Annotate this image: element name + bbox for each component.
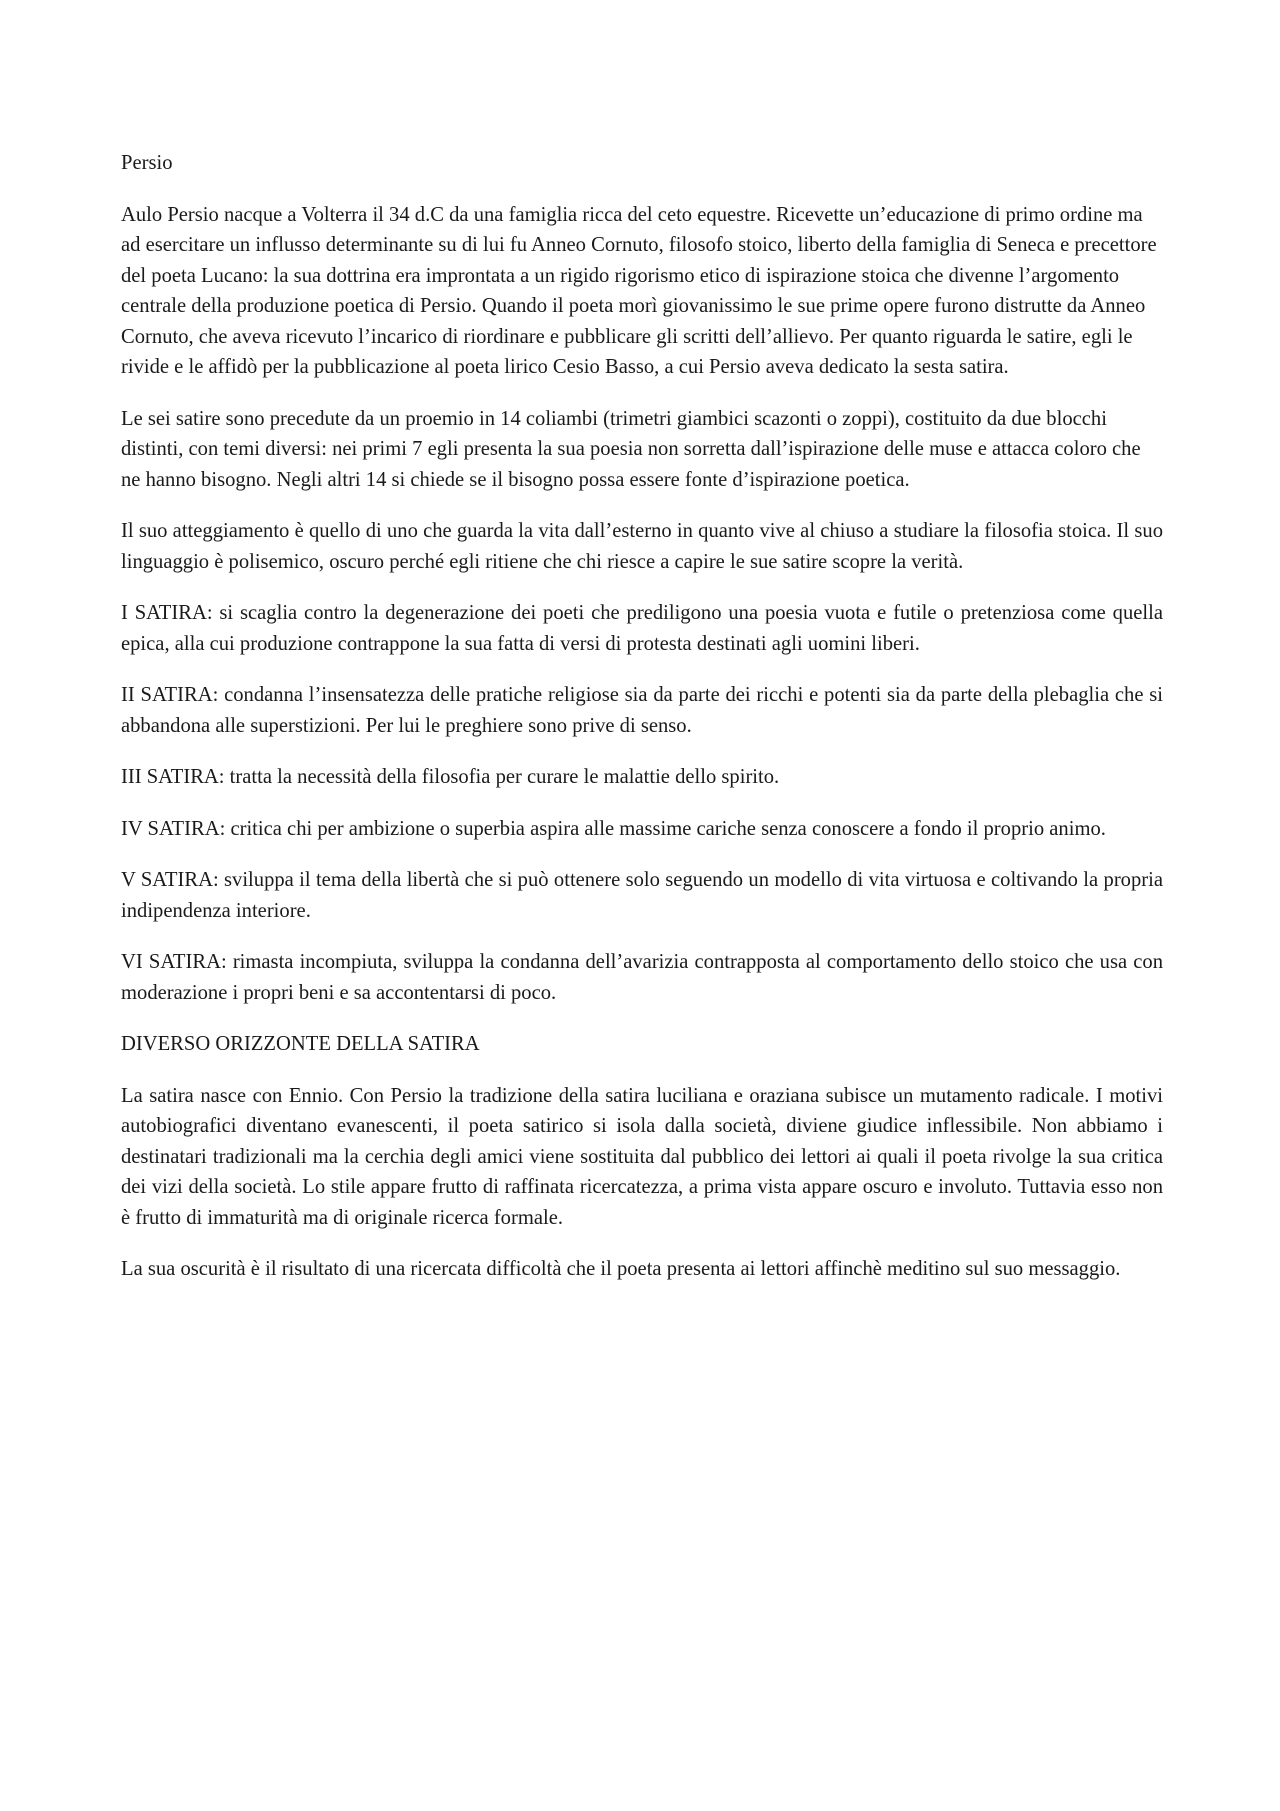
paragraph-atteggiamento: Il suo atteggiamento è quello di uno che guarda la vita dall’esterno in quanto vive al chiuso a studiare la filosofia stoica. Il suo linguaggio è polisemico, oscuro perché egli ritiene che chi riesce a capire le sue satire scopre la verità. [121,520,1163,573]
document-title: Persio [121,152,173,174]
paragraph-satira-4: IV SATIRA: critica chi per ambizione o superbia aspira alle massime cariche senza conoscere a fondo il proprio animo. [121,817,1106,840]
paragraph-satira-6: VI SATIRA: rimasta incompiuta, sviluppa la condanna dell’avarizia contrapposta al comportamento dello stoico che usa con moderazione i propri beni e sa accontentarsi di poco. [121,951,1163,1004]
section-heading-diverso-orizzonte: DIVERSO ORIZZONTE DELLA SATIRA [121,1033,480,1055]
paragraph-satira-3: III SATIRA: tratta la necessità della filosofia per curare le malattie dello spirito. [121,766,780,788]
paragraph-satira-2: II SATIRA: condanna l’insensatezza delle pratiche religiose sia da parte dei ricchi e potenti sia da parte della plebaglia che si abbandona alle superstizioni. Per lui le preghiere sono prive di senso. [121,684,1163,737]
paragraph-satira-5: V SATIRA: sviluppa il tema della libertà che si può ottenere solo seguendo un modello di vita virtuosa e coltivando la propria indipendenza interiore. [121,869,1163,922]
paragraph-biography: Aulo Persio nacque a Volterra il 34 d.C da una famiglia ricca del ceto equestre. Ricevette un’educazione di primo ordine ma ad esercitare un influsso determinante su di lui fu Anneo Cornuto, filosofo stoico, liberto della famiglia di Seneca e precettore del poeta Lucano: la sua dottrina era improntata a un rigido rigorismo etico di ispirazione stoica che divenne l’argomento centrale della produzione poetica di Persio. Quando il poeta morì giovanissimo le sue prime opere furono distrutte da Anneo Cornuto, che aveva ricevuto l’incarico di riordinare e pubblicare gli scritti dell’allievo. Per quanto riguarda le satire, egli le rivide e le affidò per la pubblicazione al poeta lirico Cesio Basso, a cui Persio aveva dedicato la sesta satira. [121,203,1157,378]
paragraph-proemio: Le sei satire sono precedute da un proemio in 14 coliambi (trimetri giambici scazonti o zoppi), costituito da due blocchi distinti, con temi diversi: nei primi 7 egli presenta la sua poesia non sorretta dall’ispirazione delle muse e attacca coloro che ne hanno bisogno. Negli altri 14 si chiede se il bisogno possa essere fonte d’ispirazione poetica. [121,407,1141,491]
document-body [121,148,1163,1306]
paragraph-satira-1: I SATIRA: si scaglia contro la degenerazione dei poeti che prediligono una poesia vuota e futile o pretenziosa come quella epica, alla cui produzione contrappone la sua fatta di versi di protesta destinati agli uomini liberi. [121,602,1163,655]
paragraph-oscurita: La sua oscurità è il risultato di una ricercata difficoltà che il poeta presenta ai lettori affinchè meditino sul suo messaggio. [121,1258,1121,1280]
paragraph-orizzonte: La satira nasce con Ennio. Con Persio la tradizione della satira luciliana e oraziana subisce un mutamento radicale. I motivi autobiografici diventano evanescenti, il poeta satirico si isola dalla società, diviene giudice inflessibile. Non abbiamo i destinatari tradizionali ma la cerchia degli amici viene sostituita dal pubblico dei lettori ai quali il poeta rivolge la sua critica dei vizi della società. Lo stile appare frutto di raffinata ricercatezza, a prima vista appare oscuro e involuto. Tuttavia esso non è frutto di immaturità ma di originale ricerca formale. [121,1084,1163,1229]
